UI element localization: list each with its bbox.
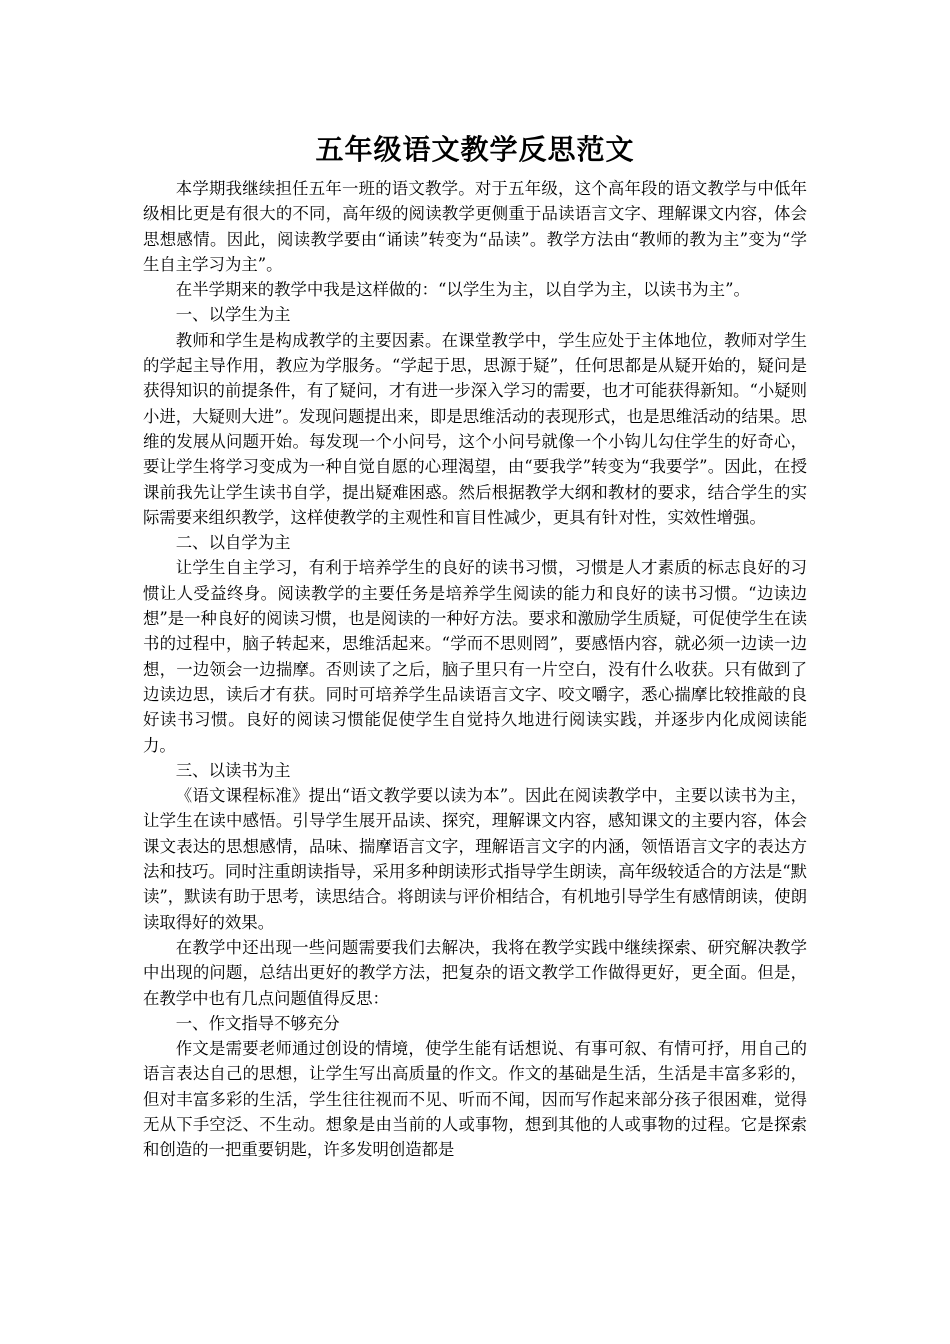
section-heading-reading: 三、以读书为主 <box>175 760 291 780</box>
paragraph-student-centered: 教师和学生是构成教学的主要因素。在课堂教学中，学生应处于主体地位，教师对学生的学起主导作用，教应为学服务。“学起于思，思源于疑”，任何思都是从疑开始的，疑问是获得知识的前提条件，有了疑问，才有进一步深入学习的需要，也才可能获得新知。“小疑则小进，大疑则大进”。发现问题提出来，即是思维活动的表现形式，也是思维活动的结果。思维的发展从问题开始。每发现一个小问号，这个小问号就像一个小钩儿勾住学生的好奇心，要让学生将学习变成为一种自觉自愿的心理渴望，由“要我学”转变为“我要学”。因此，在授课前我先让学生读书自学，提出疑难困惑。然后根据教学大纲和教材的要求，结合学生的实际需要来组织教学，这样使教学的主观性和盲目性减少，更具有针对性，实效性增强。 <box>143 330 808 527</box>
paragraph-problems: 在教学中还出现一些问题需要我们去解决，我将在教学实践中继续探索、研究解决教学中出现的问题，总结出更好的教学方法，把复杂的语文教学工作做得更好，更全面。但是，在教学中也有几点问题值得反思： <box>143 937 807 1008</box>
document-title: 五年级语文教学反思范文 <box>315 133 635 166</box>
paragraph-intro: 本学期我继续担任五年一班的语文教学。对于五年级，这个高年段的语文教学与中低年级相比更是有很大的不同，高年级的阅读教学更侧重于品读语言文字、理解课文内容，体会思想感情。因此，阅读教学要由“诵读”转变为“品读”。教学方法由“教师的教为主”变为“学生自主学习为主”。 <box>143 179 807 274</box>
paragraph-approach: 在半学期来的教学中我是这样做的：“以学生为主，以自学为主，以读书为主”。 <box>175 280 750 300</box>
document-page <box>143 128 807 1163</box>
paragraph-self-study: 让学生自主学习，有利于培养学生的良好的读书习惯，习惯是人才素质的标志良好的习惯让人受益终身。阅读教学的主要任务是培养学生阅读的能力和良好的读书习惯。“边读边想”是一种良好的阅读习惯，也是阅读的一种好方法。要求和激励学生质疑，可促使学生在读书的过程中，脑子转起来，思维活起来。“学而不思则罔”，要感悟内容，就必须一边读一边想，一边领会一边揣摩。否则读了之后，脑子里只有一片空白，没有什么收获。只有做到了边读边思，读后才有获。同时可培养学生品读语言文字、咬文嚼字，悉心揣摩比较推敲的良好读书习惯。良好的阅读习惯能促使学生自觉持久地进行阅读实践，并逐步内化成阅读能力。 <box>143 558 808 755</box>
paragraph-reading: 《语文课程标准》提出“语文教学要以读为本”。因此在阅读教学中，主要以读书为主，让学生在读中感悟。引导学生展开品读、探究，理解课文内容，感知课文的主要内容，体会课文表达的思想感情，品味、揣摩语言文字，理解语言文字的内涵，领悟语言文字的表达方法和技巧。同时注重朗读指导，采用多种朗读形式指导学生朗读，高年级较适合的方法是“默读”，默读有助于思考，读思结合。将朗读与评价相结合，有机地引导学生有感情朗读，使朗读取得好的效果。 <box>143 786 808 932</box>
section-heading-self-study: 二、以自学为主 <box>175 533 291 553</box>
section-heading-student-centered: 一、以学生为主 <box>175 305 291 325</box>
section-heading-composition: 一、作文指导不够充分 <box>175 1013 340 1033</box>
paragraph-composition: 作文是需要老师通过创设的情境，使学生能有话想说、有事可叙、有情可抒，用自己的语言表达自己的思想，让学生写出高质量的作文。作文的基础是生活，生活是丰富多彩的，但对丰富多彩的生活，学生往往视而不见、听而不闻，因而写作起来部分孩子很困难，觉得无从下手空泛、不生动。想象是由当前的人或事物，想到其他的人或事物的过程。它是探索和创造的一把重要钥匙，许多发明创造都是 <box>143 1039 807 1160</box>
